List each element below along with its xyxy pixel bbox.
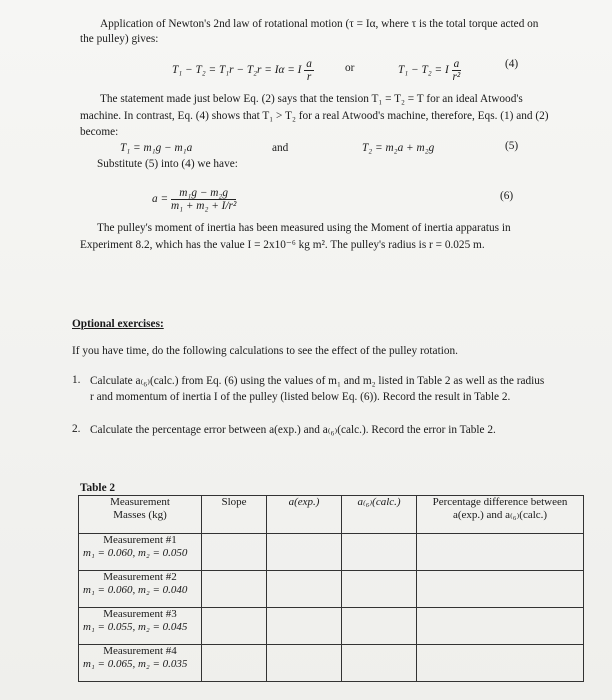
masses-value: m₁ = 0.055, m₂ = 0.045 xyxy=(83,621,188,633)
equation-4-right-num: a xyxy=(453,58,460,70)
header-pct-line-2: a(exp.) and a₍₆₎(calc.) xyxy=(452,509,548,521)
statement-line-3: become: xyxy=(80,126,119,138)
equation-6-numerator: m₁g − m₂g xyxy=(171,187,236,200)
a-calc-input-cell[interactable] xyxy=(342,608,417,645)
a-exp-input-cell[interactable] xyxy=(267,534,342,571)
header-masses-label: Masses (kg) xyxy=(113,509,167,521)
measurement-cell xyxy=(79,571,202,608)
exercise-1-line-1: Calculate a₍₆₎(calc.) from Eq. (6) using the values of m₁ and m₂ listed in Table 2 as well as the radius xyxy=(90,375,545,387)
results-table xyxy=(78,495,584,682)
equation-4-left-num: a xyxy=(306,58,312,70)
header-percentage-difference xyxy=(417,496,584,534)
masses-value: m₁ = 0.060, m₂ = 0.040 xyxy=(83,584,188,596)
masses-value: m₁ = 0.065, m₂ = 0.035 xyxy=(83,658,188,670)
header-slope: Slope xyxy=(202,496,267,534)
a-exp-input-cell[interactable] xyxy=(267,608,342,645)
exercise-1-number: 1. xyxy=(72,374,81,386)
equation-4-left-text: T₁ − T₂ = T₁r − T₂r = Iα = I xyxy=(172,64,302,77)
a-calc-input-cell[interactable] xyxy=(342,571,417,608)
measurement-label: Measurement #4 xyxy=(103,645,177,657)
equation-5-number: (5) xyxy=(505,140,519,152)
intro-line-2: the pulley) gives: xyxy=(80,33,159,45)
statement-line-2: machine. In contrast, Eq. (4) shows that T₁ > T₂ for a real Atwood's machine, therefore, Eqs. (1) and (2) xyxy=(80,110,549,122)
table-row xyxy=(79,645,584,682)
header-pct-line-1: Percentage difference between xyxy=(432,496,568,508)
equation-4-left xyxy=(172,58,314,83)
measurement-label: Measurement #3 xyxy=(103,608,177,620)
table-header-row xyxy=(79,496,584,534)
header-measurement-label: Measurement xyxy=(110,496,170,508)
equation-4-number: (4) xyxy=(505,58,519,70)
pct-diff-input-cell[interactable] xyxy=(417,534,584,571)
table-row xyxy=(79,608,584,645)
equation-6-fraction xyxy=(171,187,236,212)
equation-4-right-text: T₁ − T₂ = I xyxy=(398,64,449,77)
header-a-exp: a(exp.) xyxy=(267,496,342,534)
measurement-cell xyxy=(79,608,202,645)
equation-6-denominator: m₁ + m₂ + I/r² xyxy=(170,200,237,212)
table-row xyxy=(79,534,584,571)
equation-5-and: and xyxy=(272,142,289,154)
pct-diff-input-cell[interactable] xyxy=(417,645,584,682)
slope-input-cell[interactable] xyxy=(202,534,267,571)
equation-4-right xyxy=(398,58,461,83)
inertia-line-2: Experiment 8.2, which has the value I = 2x10⁻⁶ kg m². The pulley's radius is r = 0.025 m. xyxy=(80,239,485,251)
exercise-2-line-1: Calculate the percentage error between a(exp.) and a₍₆₎(calc.). Record the error in Table 2. xyxy=(90,424,496,436)
a-calc-input-cell[interactable] xyxy=(342,645,417,682)
statement-line-1: The statement made just below Eq. (2) says that the tension T₁ = T₂ = T for an ideal Atwood's xyxy=(100,93,523,105)
measurement-cell xyxy=(79,645,202,682)
header-a-calc: a₍₆₎(calc.) xyxy=(342,496,417,534)
equation-6 xyxy=(152,187,236,212)
masses-value: m₁ = 0.060, m₂ = 0.050 xyxy=(83,547,188,559)
equation-4-right-fraction xyxy=(452,58,462,83)
equation-5-left: T₁ = m₁g − m₁a xyxy=(120,142,193,154)
equation-4-or: or xyxy=(345,62,355,74)
header-measurement xyxy=(79,496,202,534)
slope-input-cell[interactable] xyxy=(202,645,267,682)
equation-4-right-den: r² xyxy=(452,71,461,83)
inertia-line-1: The pulley's moment of inertia has been measured using the Moment of inertia apparatus in xyxy=(97,222,511,234)
slope-input-cell[interactable] xyxy=(202,608,267,645)
a-calc-input-cell[interactable] xyxy=(342,534,417,571)
equation-6-lhs: a = xyxy=(152,193,169,206)
pct-diff-input-cell[interactable] xyxy=(417,608,584,645)
pct-diff-input-cell[interactable] xyxy=(417,571,584,608)
equation-4-left-den: r xyxy=(306,71,312,83)
exercise-2-number: 2. xyxy=(72,423,81,435)
a-exp-input-cell[interactable] xyxy=(267,645,342,682)
equation-4-left-fraction xyxy=(304,58,314,83)
measurement-cell xyxy=(79,534,202,571)
measurement-label: Measurement #2 xyxy=(103,571,177,583)
intro-line-1: Application of Newton's 2nd law of rotational motion (τ = Iα, where τ is the total torque acted on xyxy=(100,18,539,30)
equation-5-right: T₂ = m₂a + m₂g xyxy=(362,142,435,154)
equation-6-number: (6) xyxy=(500,190,514,202)
optional-intro: If you have time, do the following calculations to see the effect of the pulley rotation. xyxy=(72,345,458,357)
a-exp-input-cell[interactable] xyxy=(267,571,342,608)
measurement-label: Measurement #1 xyxy=(103,534,177,546)
optional-exercises-heading: Optional exercises: xyxy=(72,318,164,330)
table-row xyxy=(79,571,584,608)
exercise-1-line-2: r and momentum of inertia I of the pulley (listed below Eq. (6)). Record the result in Table 2. xyxy=(90,391,511,403)
slope-input-cell[interactable] xyxy=(202,571,267,608)
substitute-line: Substitute (5) into (4) we have: xyxy=(97,158,238,170)
table-caption: Table 2 xyxy=(80,482,116,494)
